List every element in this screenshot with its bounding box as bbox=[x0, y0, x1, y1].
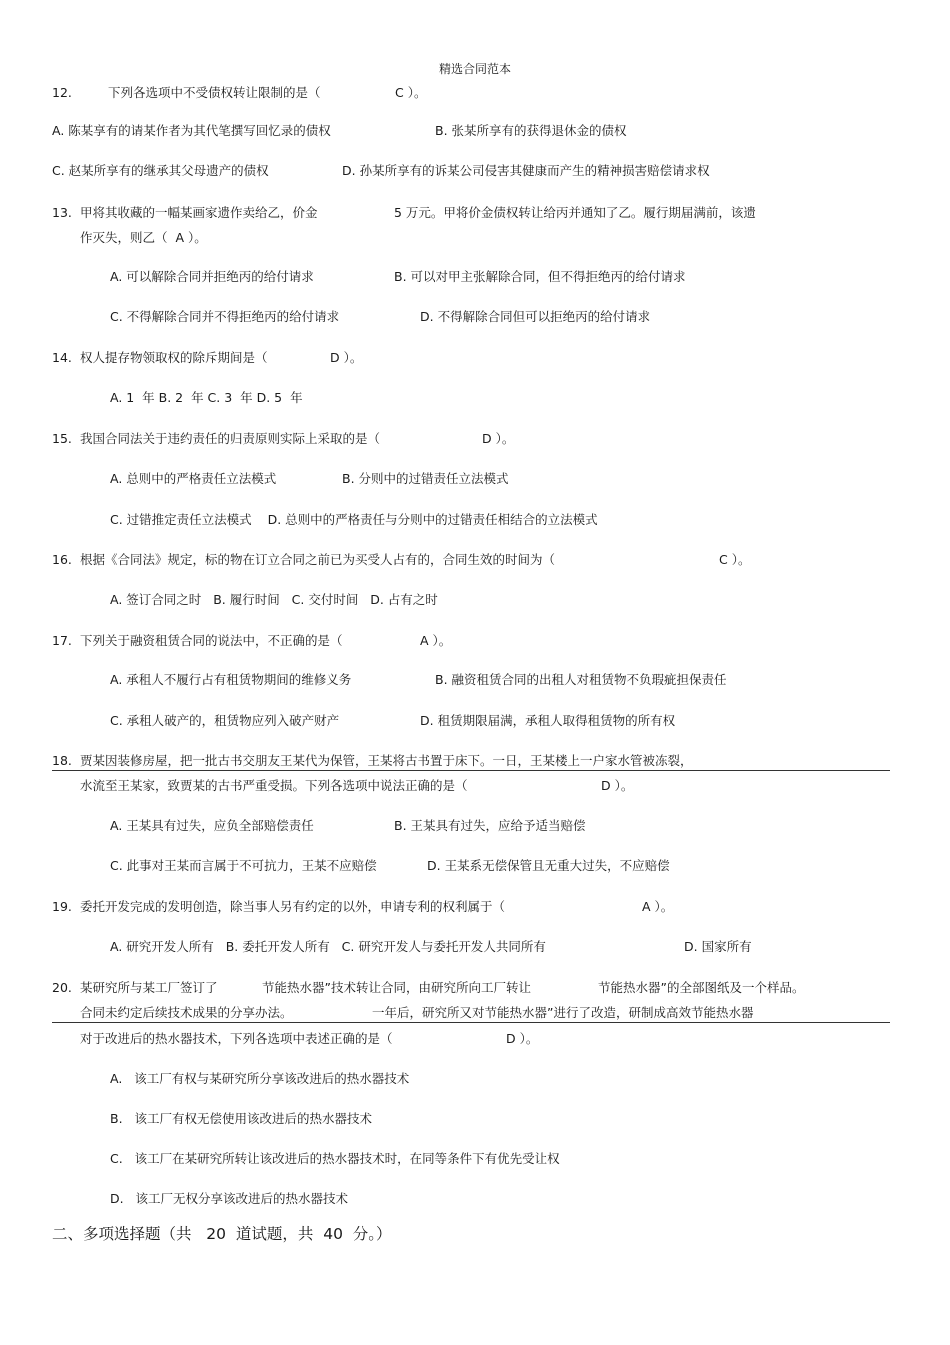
option-b: B. 分则中的过错责任立法模式 bbox=[342, 471, 509, 486]
question-number: 17. bbox=[52, 633, 72, 648]
question-stem: 甲将其收藏的一幅某画家遗作卖给乙，价金 bbox=[80, 205, 318, 220]
question-stem: 根据《合同法》规定，标的物在订立合同之前已为买受人占有的，合同生效的时间为（ bbox=[80, 552, 556, 567]
question-number: 12. bbox=[52, 85, 72, 100]
options-row: C. 过错推定责任立法模式 D. 总则中的严格责任与分则中的过错责任相结合的立法模式 bbox=[110, 512, 598, 527]
question-stem: 贾某因装修房屋，把一批古书交朋友王某代为保管，王某将古书置于床下。一日，王某楼上一户家水管被冻裂， bbox=[80, 753, 693, 768]
question-stem-cont: 节能热水器”的全部图纸及一个样品。 bbox=[598, 980, 805, 995]
question-answer: A ）。 bbox=[642, 899, 674, 914]
option-b: B. 该工厂有权无偿使用该改进后的热水器技术 bbox=[110, 1111, 372, 1126]
option-c: C. 该工厂在某研究所转让该改进后的热水器技术时，在同等条件下有优先受让权 bbox=[110, 1151, 560, 1166]
question-number: 20. bbox=[52, 980, 72, 995]
question-stem: 委托开发完成的发明创造，除当事人另有约定的以外，申请专利的权利属于（ bbox=[80, 899, 506, 914]
question-stem-line2-cont: 一年后，研究所又对节能热水器”进行了改造，研制成高效节能热水器 bbox=[372, 1005, 754, 1020]
option-b: B. 张某所享有的获得退休金的债权 bbox=[435, 123, 627, 138]
option-a: A. 承租人不履行占有租赁物期间的维修义务 bbox=[110, 672, 352, 687]
option-d: D. 王某系无偿保管且无重大过失，不应赔偿 bbox=[427, 858, 670, 873]
underline-rule bbox=[52, 770, 890, 771]
question-stem: 权人提存物领取权的除斥期间是（ bbox=[80, 350, 268, 365]
option-b: B. 可以对甲主张解除合同，但不得拒绝丙的给付请求 bbox=[394, 269, 686, 284]
option-d: D. 租赁期限届满，承租人取得租赁物的所有权 bbox=[420, 713, 676, 728]
question-stem: 下列关于融资租赁合同的说法中，不正确的是（ bbox=[80, 633, 343, 648]
option-d: D. 孙某所享有的诉某公司侵害其健康而产生的精神损害赔偿请求权 bbox=[342, 163, 710, 178]
question-number: 14. bbox=[52, 350, 72, 365]
option-a: A. 该工厂有权与某研究所分享该改进后的热水器技术 bbox=[110, 1071, 410, 1086]
question-stem-line2: 水流至王某家，致贾某的古书严重受损。下列各选项中说法正确的是（ bbox=[80, 778, 468, 793]
question-stem: 某研究所与某工厂签订了 bbox=[80, 980, 218, 995]
options-row: A. 1 年 B. 2 年 C. 3 年 D. 5 年 bbox=[110, 390, 303, 405]
question-stem-line3: 对于改进后的热水器技术，下列各选项中表述正确的是（ bbox=[80, 1031, 393, 1046]
question-stem-cont: 5 万元。甲将价金债权转让给丙并通知了乙。履行期届满前，该遗 bbox=[394, 205, 756, 220]
option-d: D. 国家所有 bbox=[684, 939, 752, 954]
page-header: 精选合同范本 bbox=[438, 62, 511, 76]
question-number: 18. bbox=[52, 753, 72, 768]
option-a: A. 王某具有过失，应负全部赔偿责任 bbox=[110, 818, 314, 833]
option-c: C. 不得解除合同并不得拒绝丙的给付请求 bbox=[110, 309, 340, 324]
options-row: A. 签订合同之时 B. 履行时间 C. 交付时间 D. 占有之时 bbox=[110, 592, 438, 607]
underline-rule bbox=[52, 1022, 890, 1023]
question-number: 15. bbox=[52, 431, 72, 446]
question-stem: 我国合同法关于违约责任的归责原则实际上采取的是（ bbox=[80, 431, 381, 446]
question-stem: 下列各选项中不受债权转让限制的是（ bbox=[108, 85, 321, 100]
question-answer: D ）。 bbox=[330, 350, 363, 365]
question-stem-cont: 节能热水器”技术转让合同，由研究所向工厂转让 bbox=[262, 980, 531, 995]
option-c: C. 承租人破产的，租赁物应列入破产财产 bbox=[110, 713, 340, 728]
question-answer: D ）。 bbox=[506, 1031, 539, 1046]
section-title: 二、多项选择题（共 20 道试题，共 40 分。） bbox=[52, 1225, 392, 1243]
question-stem-line2: 作灭失，则乙（ A ）。 bbox=[80, 230, 207, 245]
option-d: D. 该工厂无权分享该改进后的热水器技术 bbox=[110, 1191, 349, 1206]
option-c: C. 此事对王某而言属于不可抗力，王某不应赔偿 bbox=[110, 858, 377, 873]
option-b: B. 王某具有过失，应给予适当赔偿 bbox=[394, 818, 586, 833]
question-answer: D ）。 bbox=[601, 778, 634, 793]
option-a: A. 陈某享有的请某作者为其代笔撰写回忆录的债权 bbox=[52, 123, 331, 138]
question-answer: D ）。 bbox=[482, 431, 515, 446]
question-answer: C ）。 bbox=[395, 85, 427, 100]
question-answer: C ）。 bbox=[719, 552, 751, 567]
option-c: C. 赵某所享有的继承其父母遗产的债权 bbox=[52, 163, 269, 178]
option-a: A. 可以解除合同并拒绝丙的给付请求 bbox=[110, 269, 314, 284]
option-b: B. 融资租赁合同的出租人对租赁物不负瑕疵担保责任 bbox=[435, 672, 727, 687]
question-number: 16. bbox=[52, 552, 72, 567]
question-answer: A ）。 bbox=[420, 633, 452, 648]
option-d: D. 不得解除合同但可以拒绝丙的给付请求 bbox=[420, 309, 651, 324]
question-number: 19. bbox=[52, 899, 72, 914]
question-stem-line2: 合同未约定后续技术成果的分享办法。 bbox=[80, 1005, 293, 1020]
options-row: A. 研究开发人所有 B. 委托开发人所有 C. 研究开发人与委托开发人共同所有 bbox=[110, 939, 546, 954]
question-number: 13. bbox=[52, 205, 72, 220]
option-a: A. 总则中的严格责任立法模式 bbox=[110, 471, 277, 486]
